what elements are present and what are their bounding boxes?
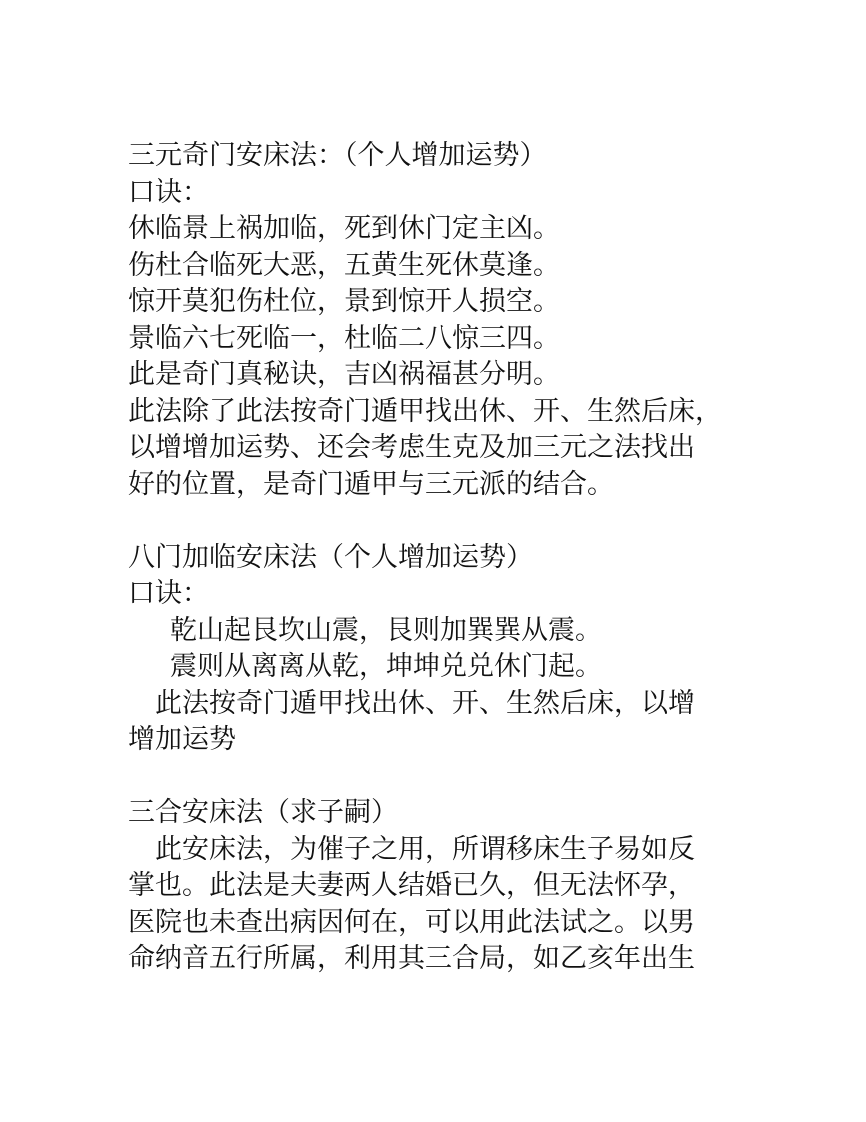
section2-verse-line: 震则从离离从乾，坤坤兑兑休门起。 xyxy=(170,651,602,682)
section1-verse-line: 惊开莫犯伤杜位，景到惊开人损空。 xyxy=(128,286,560,317)
paragraph-gap xyxy=(128,503,738,540)
section2-formula-label: 口诀： xyxy=(128,578,209,609)
section3-title: 三合安床法（求子嗣） xyxy=(128,797,398,828)
section1-verse-line: 休临景上祸加临，死到休门定主凶。 xyxy=(128,213,560,244)
section1-verse-line: 景临六七死临一，杜临二八惊三四。 xyxy=(128,322,560,354)
section3-paragraph-line: 此安床法，为催子之用，所谓移床生子易如反 xyxy=(155,833,695,865)
section1-verse-line: 伤杜合临死大恶，五黄生死休莫逢。 xyxy=(128,249,560,281)
section2-verse-line: 乾山起艮坎山震，艮则加巽巽从震。 xyxy=(170,614,602,646)
section3-paragraph-line: 医院也未查出病因何在，可以用此法试之。以男 xyxy=(128,906,695,938)
section3-paragraph-line: 掌也。此法是夫妻两人结婚已久，但无法怀孕， xyxy=(128,870,695,901)
section1-title: 三元奇门安床法：（个人增加运势） xyxy=(128,140,547,171)
section1-explanation-line: 此法除了此法按奇门遁甲找出休、开、生然后床， xyxy=(128,395,722,427)
section3-paragraph-line: 命纳音五行所属，利用其三合局，如乙亥年出生 xyxy=(128,943,695,974)
section2-explanation-line: 此法按奇门遁甲找出休、开、生然后床，以增 xyxy=(155,687,695,719)
paragraph-gap xyxy=(128,759,738,796)
section1-explanation-line: 好的位置，是奇门遁甲与三元派的结合。 xyxy=(128,468,614,500)
section1-verse-line: 此是奇门真秘诀，吉凶祸福甚分明。 xyxy=(128,359,560,390)
section1-explanation-line: 以增增加运势、还会考虑生克及加三元之法找出 xyxy=(128,432,695,463)
document-body xyxy=(128,138,738,978)
section2-title: 八门加临安床法（个人增加运势） xyxy=(128,541,533,573)
section1-formula-label: 口诀： xyxy=(128,176,209,208)
section2-explanation-line: 增加运势 xyxy=(128,724,236,755)
